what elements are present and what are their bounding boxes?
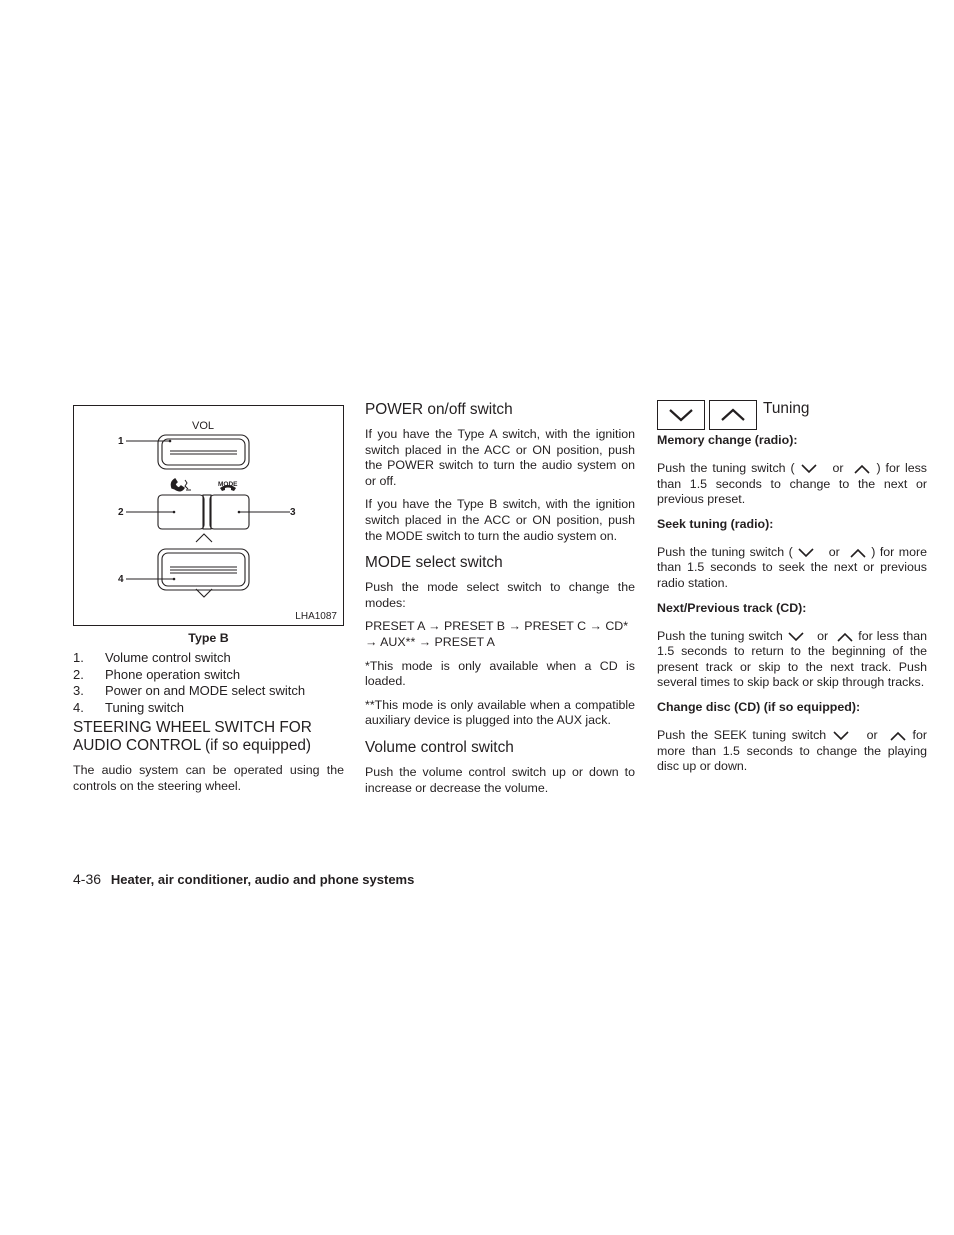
seek-body — [657, 545, 927, 592]
chevron-up-icon — [196, 534, 212, 542]
seek-post: ) for more than 1.5 seconds to seek the next or previous radio station. — [657, 544, 928, 590]
track-post: for less than 1.5 seconds to return to the beginning of the present track or skip to the next track. Push several times to skip back or skip through tracks. — [657, 628, 928, 690]
mode-label: MODE — [218, 481, 238, 488]
chevron-up-icon — [849, 548, 867, 558]
mode-note2: **This mode is only available when a compatible auxiliary device is plugged into the AUX jack. — [365, 697, 635, 728]
vol-label: VOL — [192, 420, 215, 432]
figure-code: LHA1087 — [295, 611, 337, 622]
chapter-title: Heater, air conditioner, audio and phone systems — [110, 872, 415, 887]
memory-title: Memory change (radio): — [657, 433, 798, 447]
chevron-up-icon — [720, 408, 746, 422]
column-left — [73, 400, 344, 795]
chevron-down-icon — [797, 548, 815, 558]
tuning-down-box — [657, 400, 705, 430]
mode-para1: Push the mode select switch to change the modes: — [365, 580, 635, 610]
mode-note1: *This mode is only available when a CD is loaded. — [365, 658, 635, 689]
legend-num: 1. — [73, 650, 84, 665]
memory-or: or — [832, 461, 844, 475]
steering-body: The audio system can be operated using the controls on the steering wheel. — [73, 763, 344, 793]
memory-post: ) for less than 1.5 seconds to change to the next or previous preset. — [657, 461, 927, 507]
disc-title: Change disc (CD) (if so equipped): — [657, 699, 861, 714]
mode-sequence: PRESET A → PRESET B → PRESET C → CD* → AUX** → PRESET A — [365, 619, 629, 649]
tuning-up-box — [709, 400, 757, 430]
legend-text: Power on and MODE select switch — [105, 683, 306, 699]
disc-or: or — [866, 727, 878, 742]
callout-1: 1 — [118, 436, 124, 447]
track-pre: Push the tuning switch — [657, 628, 783, 643]
page-footer — [73, 871, 414, 887]
track-or: or — [817, 628, 829, 643]
legend-text: Tuning switch — [105, 699, 184, 715]
legend-num: 4. — [73, 699, 84, 715]
tuning-header — [657, 400, 927, 431]
mode-heading: MODE select switch — [365, 554, 503, 572]
type-b-switch-figure — [73, 405, 344, 626]
steering-heading-line1: STEERING WHEEL SWITCH FOR — [73, 719, 312, 737]
legend-item — [73, 650, 344, 667]
chevron-down-icon — [787, 632, 805, 642]
memory-pre: Push the tuning switch ( — [657, 461, 795, 475]
seek-title: Seek tuning (radio): — [657, 516, 774, 531]
steering-switch-diagram — [74, 406, 343, 625]
column-middle — [365, 400, 635, 796]
callout-4: 4 — [118, 574, 124, 585]
legend-item — [73, 667, 344, 684]
memory-body — [657, 461, 927, 508]
legend-num: 3. — [73, 683, 84, 699]
chevron-down-icon — [832, 731, 850, 741]
chevron-down-icon — [668, 408, 694, 422]
seek-or: or — [828, 544, 840, 559]
legend-text: Phone operation switch — [105, 666, 241, 682]
page-number: 4-36 — [73, 871, 102, 887]
steering-heading — [73, 719, 344, 755]
legend-text: Volume control switch — [105, 650, 231, 665]
figure-legend — [73, 650, 344, 716]
chevron-up-icon — [853, 464, 871, 474]
column-right — [657, 400, 927, 775]
disc-body — [657, 728, 927, 775]
tuning-heading: Tuning — [763, 400, 810, 417]
chevron-down-icon — [800, 464, 818, 474]
legend-item — [73, 700, 344, 717]
steering-heading-line2: AUDIO CONTROL (if so equipped) — [73, 737, 312, 755]
phone-icon — [171, 479, 191, 491]
chevron-up-icon — [889, 731, 907, 741]
legend-num: 2. — [73, 666, 84, 682]
power-para1: If you have the Type A switch, with the ignition switch placed in the ACC or ON position, push the POWER switch to turn the audio system on or off. — [365, 427, 635, 488]
volume-body: Push the volume control switch up or down to increase or decrease the volume. — [365, 764, 635, 795]
callout-3: 3 — [290, 507, 296, 518]
chevron-up-icon — [836, 632, 854, 642]
disc-pre: Push the SEEK tuning switch — [657, 727, 827, 742]
seek-pre: Push the tuning switch ( — [657, 544, 793, 559]
legend-item — [73, 683, 344, 700]
volume-heading: Volume control switch — [365, 738, 514, 756]
figure-caption: Type B — [188, 631, 229, 645]
power-heading: POWER on/off switch — [365, 401, 513, 418]
track-title: Next/Previous track (CD): — [657, 600, 807, 615]
disc-post: for more than 1.5 seconds to change the playing disc up or down. — [657, 727, 927, 774]
track-body — [657, 629, 927, 691]
callout-2: 2 — [118, 507, 124, 518]
power-para2: If you have the Type B switch, with the ignition switch placed in the ACC or ON position, push the MODE switch to turn the audio system on. — [365, 497, 635, 543]
